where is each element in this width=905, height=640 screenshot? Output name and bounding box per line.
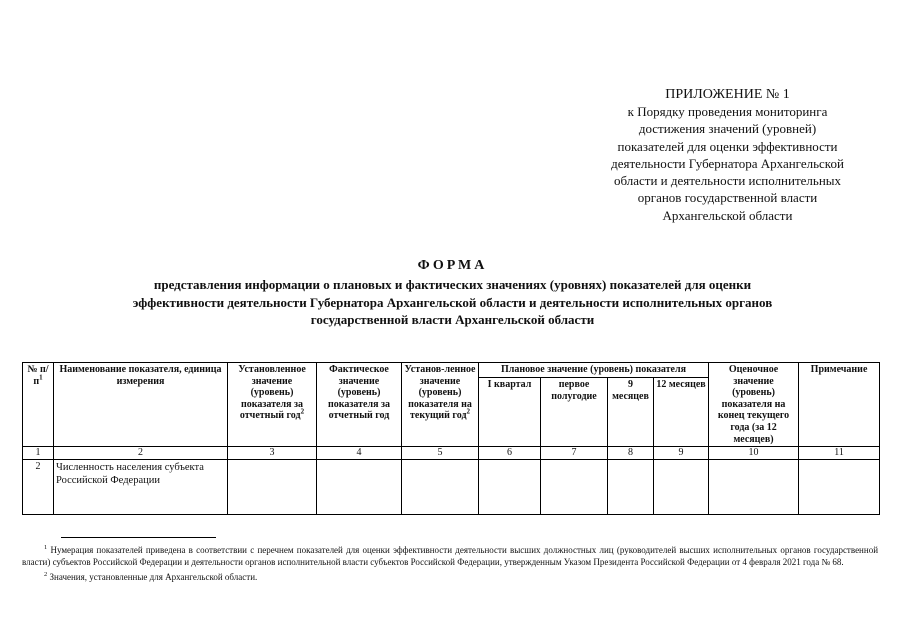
header-note: Примечание (799, 363, 880, 447)
column-number: 7 (541, 447, 608, 460)
form-subtitle (30, 276, 875, 329)
header-indicator-name: Наименование показателя, единица измерения (54, 363, 228, 447)
footnote-1: $^1$ Нумерация показателей приведена в соответствии с перечнем показателей для оценки эффективности деятельности высших должностных лиц (руководителей высших исполнительных органов государственной власти) субъектов Российской Федерации и деятельности органов исполнительной власти субъектов Российской Федерации, утвержденным Указом Президента Российской Федерации от 4 февраля 2021 года № 68. (22, 544, 879, 567)
row-number: 2 (23, 460, 54, 515)
appendix-line: к Порядку проведения мониторинга (627, 104, 828, 119)
table-header-row (23, 363, 880, 378)
header-q1: I квартал (479, 378, 541, 447)
form-subtitle-line: представления информации о плановых и фактических значениях (уровнях) показателей для оценки (153, 277, 752, 292)
footnotes (22, 542, 878, 583)
table-cell (654, 460, 709, 515)
table-cell (799, 460, 880, 515)
form-subtitle-line: государственной власти Архангельской области (310, 312, 595, 327)
column-number: 5 (402, 447, 479, 460)
header-number: № $п/п^1$ (23, 363, 54, 447)
column-numbers-row (23, 447, 880, 460)
appendix-line: Архангельской области (662, 207, 793, 223)
column-number: 2 (54, 447, 228, 460)
column-number: 9 (654, 447, 709, 460)
table-row (23, 460, 880, 515)
column-number: 1 (23, 447, 54, 460)
table-cell (479, 460, 541, 515)
column-number: 3 (228, 447, 317, 460)
form-title: ФОРМА (417, 258, 488, 273)
appendix-line: достижения значений (уровней) (638, 121, 817, 137)
table-cell (608, 460, 654, 515)
appendix-line: показателей для оценки эффективности (617, 138, 838, 154)
header-planned-value-group: Плановое значение (уровень) показателя (479, 363, 709, 378)
header-estimated-value: Оценочное значение (уровень) показателя на конец текущего года (за 12 месяцев) (709, 363, 799, 447)
header-actual-value: Фактическое значение (уровень) показателя за отчетный год (317, 363, 402, 447)
appendix-title: ПРИЛОЖЕНИЕ № 1 (665, 87, 790, 102)
header-12-months: 12 месяцев (654, 378, 709, 447)
appendix-line: органов государственной власти (637, 190, 818, 206)
column-number: 8 (608, 447, 654, 460)
table-cell (228, 460, 317, 515)
header-half-year: первое полугодие (541, 378, 608, 447)
column-number: 6 (479, 447, 541, 460)
column-number: 11 (799, 447, 880, 460)
footnote-2: $^2$ Значения, установленные для Архангельской области. (44, 570, 258, 582)
header-set-value-reporting: Установленное значение (уровень) показателя за отчетный год$^2$ (228, 363, 317, 447)
footnote-separator (61, 537, 216, 538)
appendix-line: деятельности Губернатора Архангельской (611, 155, 844, 171)
header-9-months: 9 месяцев (608, 378, 654, 447)
table-cell (541, 460, 608, 515)
appendix-line: области и деятельности исполнительных (613, 173, 842, 189)
form-subtitle-line: эффективности деятельности Губернатора Архангельской области и деятельности исполнительных органов (132, 294, 773, 310)
column-number: 10 (709, 447, 799, 460)
row-indicator-name: Численность населения субъекта Российской Федерации (54, 460, 228, 515)
table-cell (709, 460, 799, 515)
column-number: 4 (317, 447, 402, 460)
table-cell (317, 460, 402, 515)
header-set-value-current: Установ-ленное значение (уровень) показателя на текущий год$^2$ (402, 363, 479, 447)
indicator-table (22, 362, 880, 515)
table-cell (402, 460, 479, 515)
appendix-header (560, 86, 895, 224)
